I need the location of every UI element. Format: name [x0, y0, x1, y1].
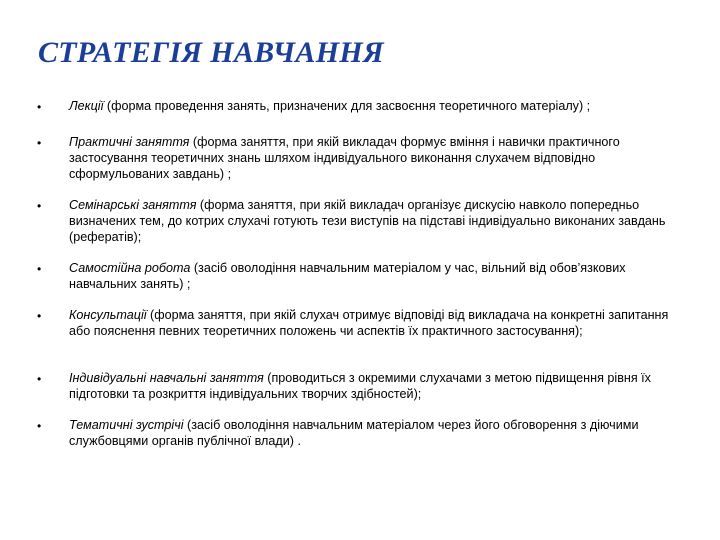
bullet-marker: •	[37, 100, 42, 114]
list-item-text	[69, 134, 681, 182]
list-item-text	[69, 197, 681, 245]
bullet-marker: •	[37, 199, 42, 213]
list-item-text	[69, 370, 681, 402]
item-term: Тематичні зустрічі	[69, 418, 184, 432]
bullet-marker: •	[37, 419, 42, 433]
item-description: (форма заняття, при якій слухач отримує відповіді від викладача на конкретні запитання або пояснення певних теоретичних положень чи аспектів їх практичного застосування);	[69, 308, 669, 338]
item-description: (засіб оволодіння навчальним матеріалом у час, вільний від обов’язкових навчальних занять) ;	[69, 261, 626, 291]
item-term: Індивідуальні навчальні заняття	[69, 371, 264, 385]
item-description: (форма заняття, при якій викладач формує вміння і навички практичного застосування теоретичних знань шляхом індивідуального виконання слухачем відповідно сформульованих завдань) ;	[69, 135, 620, 181]
list-item-text	[69, 417, 681, 449]
list-item-text	[69, 98, 681, 114]
item-description: (проводиться з окремими слухачами з метою підвищення рівня їх підготовки та розкриття індивідуальних творчих здібностей);	[69, 371, 651, 401]
item-term: Консультації	[69, 308, 147, 322]
bullet-marker: •	[37, 262, 42, 276]
item-description: (форма заняття, при якій викладач організує дискусію навколо попередньо визначених тем, до котрих слухачі готують тези виступів на підставі індивідуально виконаних завдань (рефератів);	[69, 198, 666, 244]
item-description: (засіб оволодіння навчальним матеріалом через його обговорення з діючими службовцями органів публічної влади) .	[69, 418, 639, 448]
bullet-marker: •	[37, 372, 42, 386]
item-term: Практичні заняття	[69, 135, 190, 149]
list-item-text	[69, 307, 681, 339]
item-term: Самостійна робота	[69, 261, 191, 275]
bullet-marker: •	[37, 309, 42, 323]
item-term: Семінарські заняття	[69, 198, 197, 212]
bullet-marker: •	[37, 136, 42, 150]
item-description: (форма проведення занять, призначених для засвоєння теоретичного матеріалу) ;	[103, 99, 591, 113]
item-term: Лекції	[69, 99, 104, 113]
slide-title: СТРАТЕГІЯ НАВЧАННЯ	[38, 36, 384, 69]
list-item-text	[69, 260, 681, 292]
